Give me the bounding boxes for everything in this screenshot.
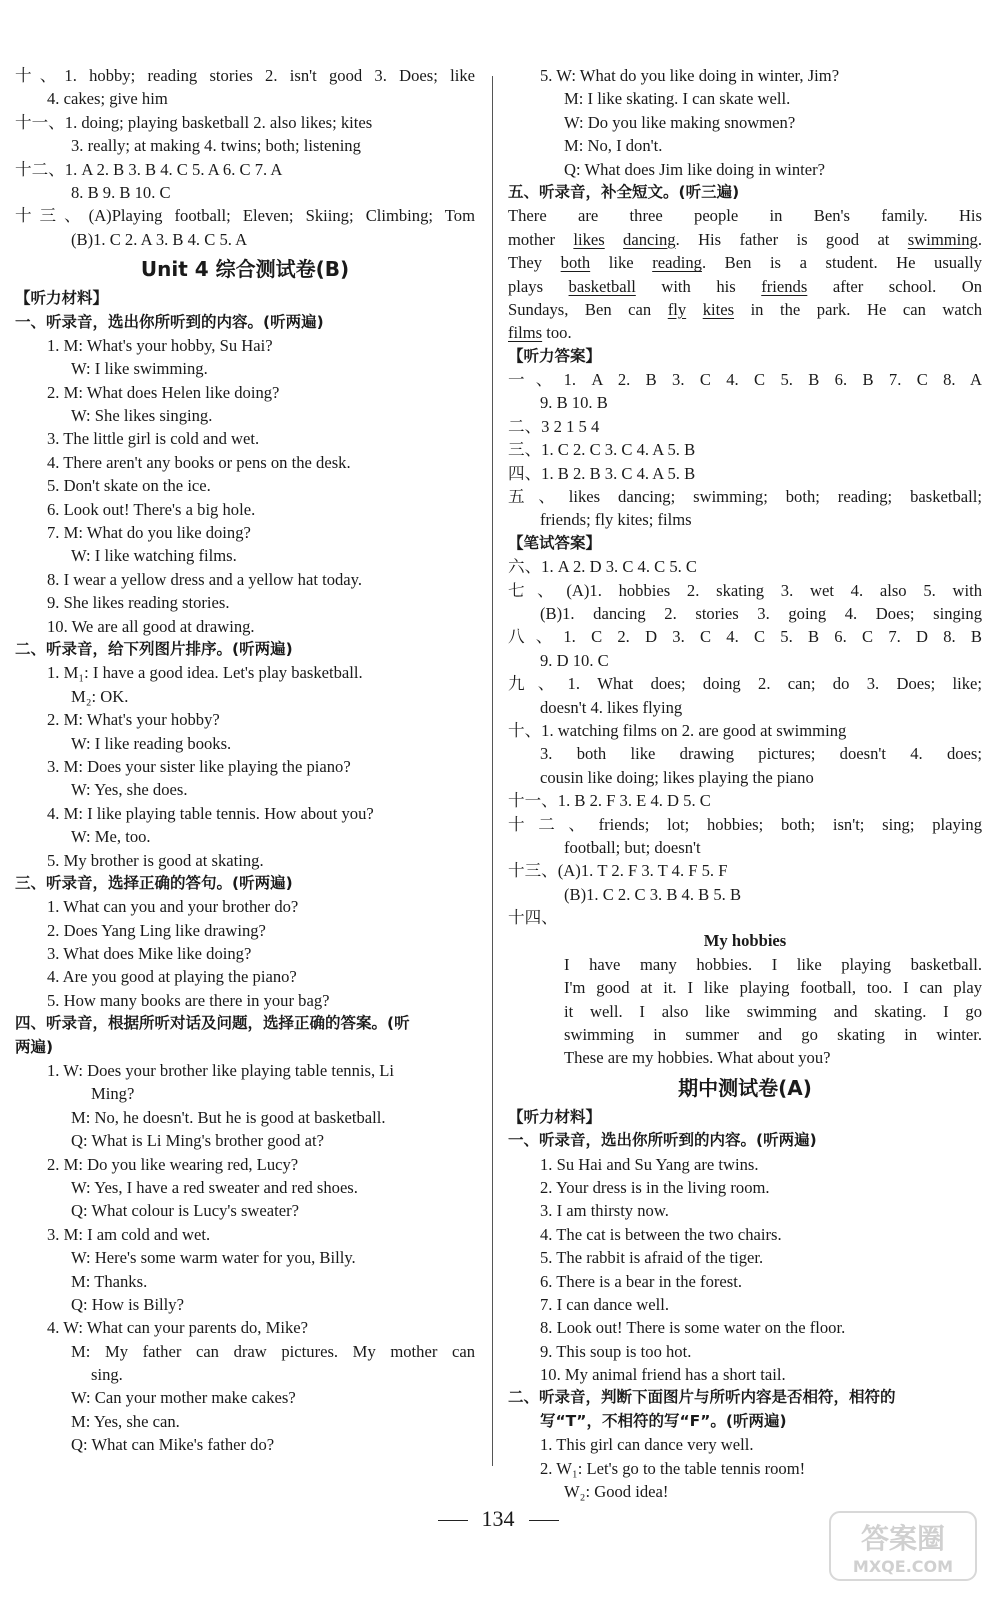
text-line: 十一、1. doing; playing basketball 2. also likes; kites bbox=[15, 112, 373, 132]
text-line: 六、1. A 2. D 3. C 4. C 5. C bbox=[508, 557, 698, 577]
text-line: 4. W: What can your parents do, Mike? bbox=[47, 1318, 308, 1338]
text-line: 十、1. watching films on 2. are good at swimming bbox=[508, 720, 847, 740]
left-column bbox=[15, 64, 475, 1457]
passage-text: plays bbox=[508, 276, 569, 296]
filled-blank: fly bbox=[667, 299, 687, 319]
text-line: 1. M: What's your hobby, Su Hai? bbox=[47, 335, 273, 355]
text-line: Q: What colour is Lucy's sweater? bbox=[71, 1201, 300, 1221]
text-line: 4. Are you good at playing the piano? bbox=[47, 967, 297, 987]
text-line: 10. My animal friend has a short tail. bbox=[540, 1365, 786, 1385]
text-line: (B)1. C 2. A 3. B 4. C 5. A bbox=[71, 229, 248, 249]
essay-line: it well. I also like swimming and skating. I go bbox=[564, 1001, 982, 1021]
test-title: 期中测试卷(A) bbox=[678, 1075, 812, 1100]
text-line: 8. Look out! There is some water on the floor. bbox=[540, 1318, 846, 1338]
text-line: 4. The cat is between the two chairs. bbox=[540, 1224, 782, 1244]
passage-text: mother bbox=[508, 229, 574, 249]
passage-text: Sundays, Ben can bbox=[508, 299, 668, 319]
text-line: Q: What can Mike's father do? bbox=[71, 1435, 275, 1455]
text-line: M: Thanks. bbox=[71, 1271, 148, 1291]
text-line: 9. B 10. B bbox=[540, 393, 608, 413]
text-line: football; but; doesn't bbox=[564, 837, 701, 857]
filled-blank: both bbox=[560, 253, 591, 273]
text-line: 7. I can dance well. bbox=[540, 1294, 669, 1314]
text-line: 5. The rabbit is afraid of the tiger. bbox=[540, 1248, 764, 1268]
text-line: 3. both like drawing pictures; doesn't 4. does; bbox=[540, 744, 982, 764]
column-divider bbox=[492, 76, 493, 1466]
text-line: 4. There aren't any books or pens on the desk. bbox=[47, 452, 351, 472]
text-line: W: Yes, she does. bbox=[71, 780, 188, 800]
fill-in-passage bbox=[508, 204, 982, 344]
text-line: 9. D 10. C bbox=[540, 650, 609, 670]
text-line: 3. M: Does your sister like playing the piano? bbox=[47, 756, 351, 776]
text-line: 1. M₁: I have a good idea. Let's play basketball. bbox=[47, 663, 363, 683]
model-essay bbox=[508, 929, 982, 1069]
text-line: W: I like reading books. bbox=[71, 733, 232, 753]
text-line: cousin like doing; likes playing the piano bbox=[540, 767, 814, 787]
filled-blank: likes bbox=[573, 229, 605, 249]
essay-line: These are my hobbies. What about you? bbox=[564, 1048, 831, 1068]
svg-text:MXQE.COM: MXQE.COM bbox=[852, 1557, 954, 1576]
text-line: 7. M: What do you like doing? bbox=[47, 523, 251, 543]
text-line: W: I like watching films. bbox=[71, 546, 237, 566]
essay-line: I'm good at it. I like playing football, too. I can play bbox=[564, 978, 982, 998]
text-line: 2. M: Do you like wearing red, Lucy? bbox=[47, 1154, 299, 1174]
passage-text: . Ben is a student. He usually bbox=[701, 253, 982, 273]
subsection-label: 【听力材料】 bbox=[15, 289, 109, 308]
essay-line: swimming in summer and go skating in winter. bbox=[564, 1025, 982, 1045]
text-line: 3. really; at making 4. twins; both; listening bbox=[71, 136, 361, 156]
text-line: 3. M: I am cold and wet. bbox=[47, 1224, 211, 1244]
text-line: 十三、(A)Playing football; Eleven; Skiing; Climbing; Tom bbox=[15, 206, 475, 226]
filled-blank: kites bbox=[702, 299, 735, 319]
section-heading: 三、听录音，选择正确的答句。(听两遍) bbox=[15, 873, 293, 892]
text-line: M: I like skating. I can skate well. bbox=[564, 89, 791, 109]
listening-material-continued bbox=[508, 64, 982, 204]
text-line: 四、1. B 2. B 3. C 4. A 5. B bbox=[508, 463, 696, 483]
section-heading: 二、听录音，给下列图片排序。(听两遍) bbox=[15, 639, 293, 658]
section-heading: 写“T”，不相符的写“F”。(听两遍) bbox=[540, 1411, 787, 1430]
subsection-label: 【听力材料】 bbox=[508, 1107, 602, 1126]
filled-blank: swimming bbox=[907, 229, 978, 249]
subsection-label: 【听力答案】 bbox=[508, 346, 602, 365]
text-line: 3. What does Mike like doing? bbox=[47, 944, 252, 964]
text-line: 1. Su Hai and Su Yang are twins. bbox=[540, 1154, 759, 1174]
text-line: M: Yes, she can. bbox=[71, 1411, 180, 1431]
page-number: 134 bbox=[0, 1506, 996, 1532]
filled-blank: dancing bbox=[623, 229, 676, 249]
text-line: Q: What is Li Ming's brother good at? bbox=[71, 1131, 324, 1151]
text-line: 十二、1. A 2. B 3. B 4. C 5. A 6. C 7. A bbox=[15, 159, 283, 179]
essay-title: My hobbies bbox=[703, 931, 787, 951]
section-heading: 五、听录音，补全短文。(听三遍) bbox=[508, 182, 740, 201]
text-line: W: Me, too. bbox=[71, 827, 151, 847]
text-line: 10. We are all good at drawing. bbox=[47, 616, 255, 636]
passage-line bbox=[508, 275, 982, 298]
text-line: 八、1. C 2. D 3. C 4. C 5. B 6. C 7. D 8. B bbox=[508, 627, 982, 647]
text-line: M: No, he doesn't. But he is good at basketball. bbox=[71, 1107, 386, 1127]
passage-line bbox=[508, 298, 982, 321]
text-line: 2. M: What does Helen like doing? bbox=[47, 382, 280, 402]
passage-text: too. bbox=[542, 323, 572, 343]
text-line: 十一、1. B 2. F 3. E 4. D 5. C bbox=[508, 791, 711, 811]
text-line: 一、1. A 2. B 3. C 4. C 5. B 6. B 7. C 8. A bbox=[508, 370, 982, 390]
text-line: 4. cakes; give him bbox=[47, 89, 168, 109]
text-line: 2. Your dress is in the living room. bbox=[540, 1177, 770, 1197]
answer-key bbox=[508, 345, 982, 930]
passage-text: with his bbox=[635, 276, 762, 296]
text-line: 二、3 2 1 5 4 bbox=[508, 416, 600, 436]
text-line: 6. There is a bear in the forest. bbox=[540, 1271, 742, 1291]
watermark-logo bbox=[828, 1510, 978, 1582]
midterm-test-section bbox=[508, 1070, 982, 1504]
passage-line bbox=[508, 228, 982, 251]
section-heading: 四、听录音，根据所听对话及问题，选择正确的答案。(听 bbox=[15, 1014, 410, 1033]
text-line: 1. This girl can dance very well. bbox=[540, 1435, 754, 1455]
passage-text: like bbox=[590, 253, 653, 273]
text-line: 十四、 bbox=[508, 908, 558, 928]
text-line: 1. What can you and your brother do? bbox=[47, 897, 299, 917]
text-line: 3. I am thirsty now. bbox=[540, 1201, 669, 1221]
text-line: 1. W: Does your brother like playing table tennis, Li bbox=[47, 1061, 395, 1081]
passage-text bbox=[605, 230, 623, 249]
right-column bbox=[508, 64, 982, 1503]
text-line: 5. How many books are there in your bag? bbox=[47, 990, 330, 1010]
text-line: 2. M: What's your hobby? bbox=[47, 710, 220, 730]
passage-text: They bbox=[508, 253, 561, 273]
essay-line: I have many hobbies. I like playing basketball. bbox=[564, 954, 982, 974]
text-line: 6. Look out! There's a big hole. bbox=[47, 499, 256, 519]
section-heading: 两遍) bbox=[15, 1037, 54, 1056]
text-line: M: My father can draw pictures. My mother can bbox=[71, 1341, 475, 1361]
text-line: W: Do you like making snowmen? bbox=[564, 112, 796, 132]
text-line: Q: What does Jim like doing in winter? bbox=[564, 159, 826, 179]
text-line: 9. This soup is too hot. bbox=[540, 1341, 692, 1361]
text-line: doesn't 4. likes flying bbox=[540, 697, 683, 717]
text-line: 9. She likes reading stories. bbox=[47, 593, 230, 613]
svg-text:答案圈: 答案圈 bbox=[860, 1522, 946, 1555]
text-line: 十三、(A)1. T 2. F 3. T 4. F 5. F bbox=[508, 861, 728, 881]
text-line: 七、(A)1. hobbies 2. skating 3. wet 4. also 5. with bbox=[508, 580, 982, 600]
text-line: 2. Does Yang Ling like drawing? bbox=[47, 920, 266, 940]
passage-text: There are three people in Ben's family. His bbox=[508, 206, 982, 226]
filled-blank: films bbox=[508, 323, 543, 343]
passage-text: in the park. He can watch bbox=[734, 299, 982, 319]
text-line: M: No, I don't. bbox=[564, 136, 663, 156]
text-line: 十、1. hobby; reading stories 2. isn't good 3. Does; like bbox=[15, 66, 475, 85]
text-line: 4. M: I like playing table tennis. How about you? bbox=[47, 803, 374, 823]
passage-text bbox=[686, 300, 703, 319]
section-heading: 一、听录音，选出你所听到的内容。(听两遍) bbox=[508, 1131, 817, 1150]
passage-line bbox=[508, 321, 982, 344]
text-line: 九、1. What does; doing 2. can; do 3. Does; like; bbox=[508, 674, 982, 694]
passage-line bbox=[508, 251, 982, 274]
text-line: 三、1. C 2. C 3. C 4. A 5. B bbox=[508, 440, 696, 460]
text-line: 5. Don't skate on the ice. bbox=[47, 476, 211, 496]
text-line: 五、likes dancing; swimming; both; reading; basketball; bbox=[508, 487, 982, 507]
text-line: 8. B 9. B 10. C bbox=[71, 182, 171, 202]
text-line: 8. I wear a yellow dress and a yellow hat today. bbox=[47, 569, 363, 589]
test-title: Unit 4 综合测试卷(B) bbox=[140, 257, 350, 282]
text-line: 3. The little girl is cold and wet. bbox=[47, 429, 260, 449]
filled-blank: reading bbox=[652, 253, 702, 273]
text-line: friends; fly kites; films bbox=[540, 510, 692, 530]
text-line: 5. My brother is good at skating. bbox=[47, 850, 264, 870]
text-line: W: Here's some warm water for you, Billy. bbox=[71, 1248, 356, 1268]
passage-text: after school. On bbox=[807, 276, 982, 296]
passage-text: . His father is good at bbox=[675, 229, 908, 249]
text-line: Ming? bbox=[91, 1084, 135, 1104]
subsection-label: 【笔试答案】 bbox=[508, 533, 602, 552]
text-line: W: She likes singing. bbox=[71, 406, 213, 426]
section-heading: 一、听录音，选出你所听到的内容。(听两遍) bbox=[15, 312, 324, 331]
text-line: W: I like swimming. bbox=[71, 359, 208, 379]
text-line: Q: How is Billy? bbox=[71, 1294, 184, 1314]
text-line: M₂: OK. bbox=[71, 686, 129, 706]
text-line: W: Can your mother make cakes? bbox=[71, 1388, 296, 1408]
passage-line bbox=[508, 204, 982, 227]
text-line: (B)1. dancing 2. stories 3. going 4. Does; singing bbox=[540, 603, 982, 623]
section-heading: 二、听录音，判断下面图片与所听内容是否相符，相符的 bbox=[508, 1388, 896, 1407]
text-line: W: Yes, I have a red sweater and red shoes. bbox=[71, 1177, 358, 1197]
text-line: 5. W: What do you like doing in winter, Jim? bbox=[540, 66, 840, 85]
text-line: W₂: Good idea! bbox=[564, 1482, 669, 1502]
filled-blank: basketball bbox=[568, 276, 636, 296]
passage-text: . bbox=[977, 229, 982, 249]
text-line: sing. bbox=[91, 1365, 123, 1385]
filled-blank: friends bbox=[761, 276, 808, 296]
text-line: (B)1. C 2. C 3. B 4. B 5. B bbox=[564, 884, 742, 904]
text-line: 2. W₁: Let's go to the table tennis room! bbox=[540, 1458, 806, 1478]
text-line: 十二、friends; lot; hobbies; both; isn't; sing; playing bbox=[508, 814, 982, 834]
